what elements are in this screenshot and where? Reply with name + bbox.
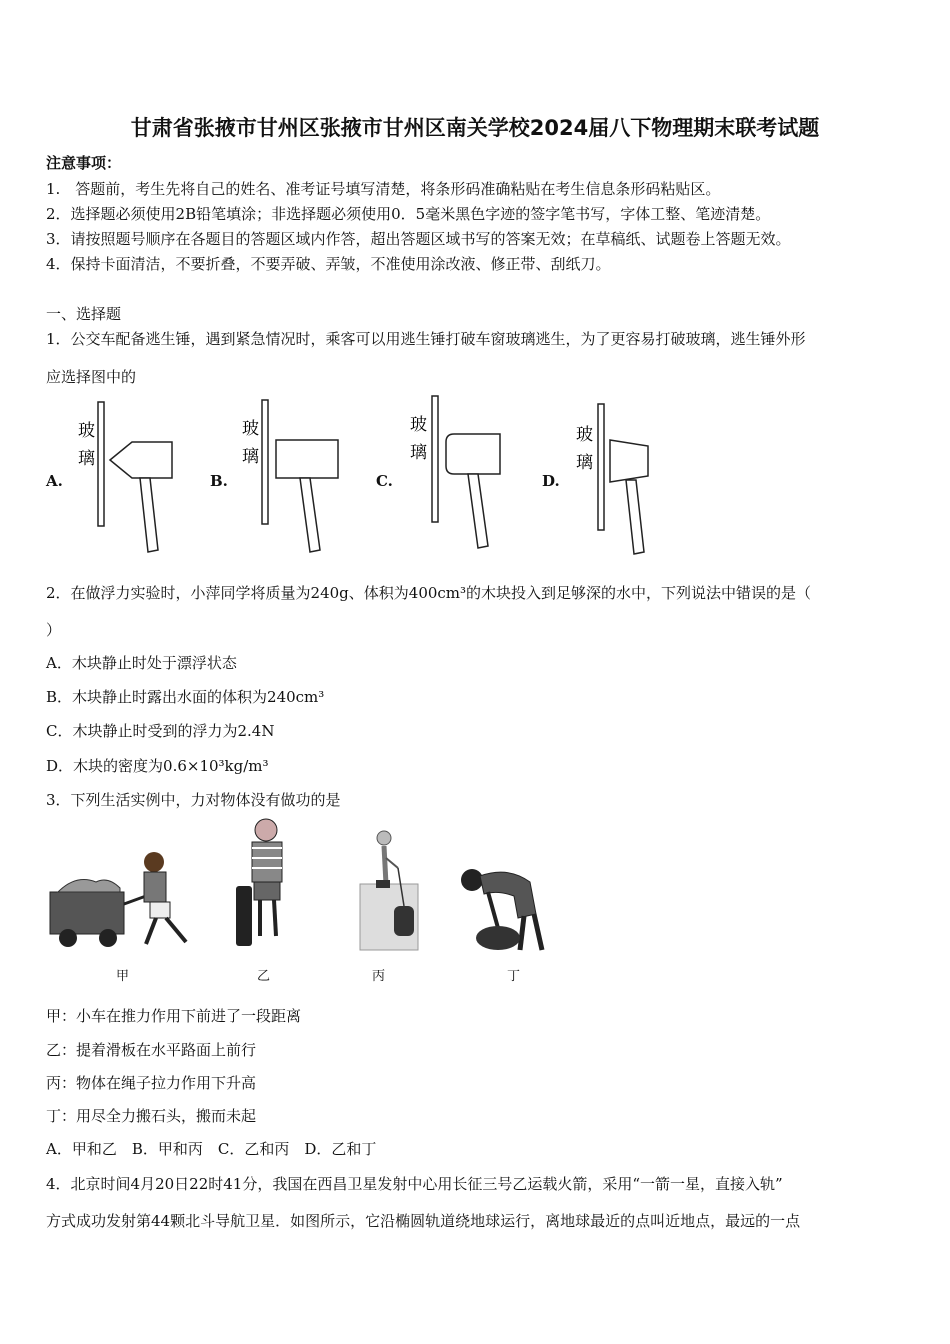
glass-label-bottom: 璃 bbox=[78, 449, 95, 469]
glass-label-bottom: 璃 bbox=[410, 443, 427, 463]
q3-statement-bing: 丙：物体在绳子拉力作用下升高 bbox=[46, 1074, 257, 1092]
q2-option-b: B．木块静止时露出水面的体积为240cm³ bbox=[46, 688, 325, 706]
hammer-figure-c bbox=[402, 392, 512, 552]
q1-stem-line2: 应选择图中的 bbox=[46, 368, 137, 386]
q3-statement-yi: 乙：提着滑板在水平路面上前行 bbox=[46, 1041, 257, 1059]
illustration-yi-carry-skateboard bbox=[230, 816, 300, 951]
illustration-bing-lift-object bbox=[352, 828, 424, 953]
q1-option-d-label: D. bbox=[542, 472, 560, 490]
q1-option-b-label: B. bbox=[210, 472, 228, 490]
q4-stem-line2: 方式成功发射第44颗北斗导航卫星．如图所示，它沿椭圆轨道绕地球运行，离地球最近的点叫近地点，最远的一点 bbox=[46, 1212, 801, 1230]
illustration-ding-lift-stone bbox=[458, 862, 548, 957]
q3-statement-ding: 丁：用尽全力搬石头，搬而未起 bbox=[46, 1107, 257, 1125]
glass-label-bottom: 璃 bbox=[242, 447, 259, 467]
q4-stem-line1: 4．北京时间4月20日22时41分，我国在西昌卫星发射中心用长征三号乙运载火箭，采用“一箭一星，直接入轨” bbox=[46, 1175, 783, 1193]
q2-stem-line2: ） bbox=[46, 621, 62, 639]
q1-option-a-label: A. bbox=[46, 472, 63, 490]
hammer-figure-b bbox=[236, 396, 346, 556]
caption-bing: 丙 bbox=[372, 969, 386, 984]
caption-yi: 乙 bbox=[257, 969, 271, 984]
glass-label-top: 玻 bbox=[410, 415, 427, 435]
section-heading: 一、选择题 bbox=[46, 305, 122, 323]
notice-heading: 注意事项： bbox=[46, 154, 122, 172]
glass-label-bottom: 璃 bbox=[576, 453, 593, 473]
notice-item-4: 4．保持卡面清洁，不要折叠，不要弄破、弄皱，不准使用涂改液、修正带、刮纸刀。 bbox=[46, 255, 611, 273]
glass-label-top: 玻 bbox=[242, 419, 259, 439]
q2-stem-line1: 2．在做浮力实验时，小萍同学将质量为240g、体积为400cm³的木块投入到足够深的水中，下列说法中错误的是（ bbox=[46, 584, 812, 602]
q3-options: A．甲和乙 B．甲和丙 C．乙和丙 D．乙和丁 bbox=[46, 1140, 377, 1158]
hammer-figure-d bbox=[568, 400, 678, 560]
q2-option-c: C．木块静止时受到的浮力为2.4N bbox=[46, 722, 275, 740]
notice-item-2: 2．选择题必须使用2B铅笔填涂；非选择题必须使用0．5毫米黑色字迹的签字笔书写，字体工整、笔迹清楚。 bbox=[46, 205, 771, 223]
page-title: 甘肃省张掖市甘州区张掖市甘州区南关学校2024届八下物理期末联考试题 bbox=[130, 116, 820, 140]
caption-ding: 丁 bbox=[507, 969, 521, 984]
q1-stem-line1: 1．公交车配备逃生锤，遇到紧急情况时，乘客可以用逃生锤打破车窗玻璃逃生，为了更容易打破玻璃，逃生锤外形 bbox=[46, 330, 806, 348]
q3-stem: 3．下列生活实例中，力对物体没有做功的是 bbox=[46, 791, 341, 809]
q1-option-c-label: C. bbox=[376, 472, 393, 490]
glass-label-top: 玻 bbox=[78, 421, 95, 441]
glass-label-top: 玻 bbox=[576, 425, 593, 445]
caption-jia: 甲 bbox=[116, 969, 130, 984]
notice-item-3: 3．请按照题号顺序在各题目的答题区域内作答，超出答题区域书写的答案无效；在草稿纸、试题卷上答题无效。 bbox=[46, 230, 791, 248]
notice-item-1: 1. 答题前，考生先将自己的姓名、准考证号填写清楚，将条形码准确粘贴在考生信息条形码粘贴区。 bbox=[46, 180, 721, 198]
q2-option-d: D．木块的密度为0.6×10³kg/m³ bbox=[46, 757, 269, 775]
q3-statement-jia: 甲：小车在推力作用下前进了一段距离 bbox=[46, 1007, 302, 1025]
hammer-figure-a bbox=[70, 398, 180, 558]
q2-option-a: A．木块静止时处于漂浮状态 bbox=[46, 654, 237, 672]
illustration-jia-push-cart bbox=[46, 848, 196, 953]
